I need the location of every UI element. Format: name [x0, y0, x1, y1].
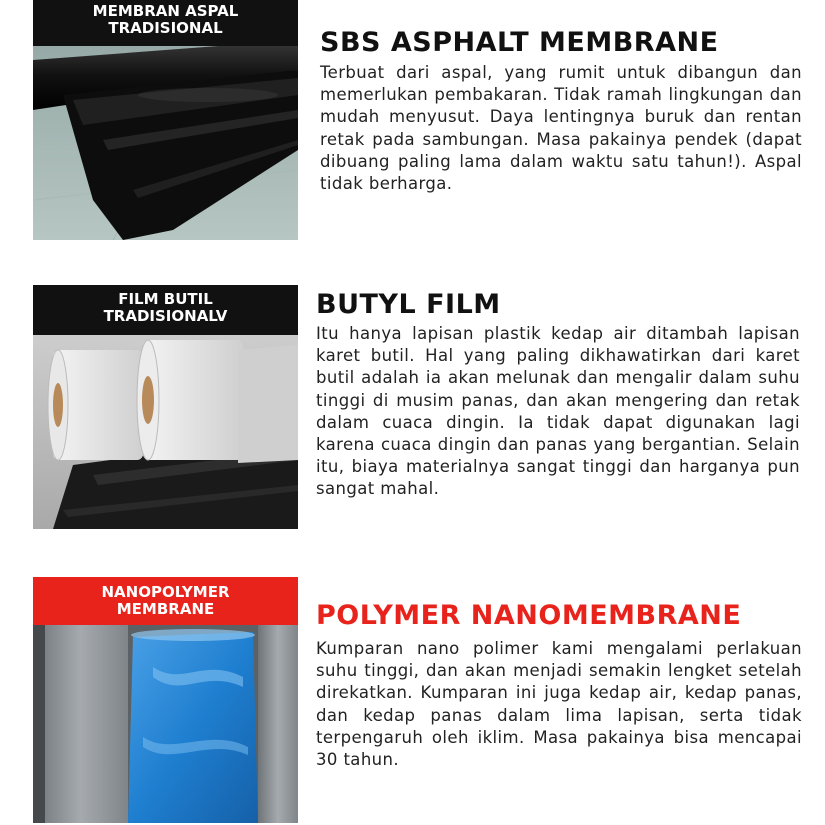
asphalt-membrane-photo: [33, 0, 298, 240]
section-title: BUTYL FILM: [316, 289, 501, 320]
section-label: [33, 577, 298, 625]
section-title: POLYMER NANOMEMBRANE: [316, 600, 742, 631]
section-label-line-1: MEMBRAN ASPAL: [92, 2, 239, 20]
section-label: [33, 285, 298, 335]
section-sbs-asphalt: [0, 0, 825, 245]
section-label-line-2: TRADISIONAL: [108, 19, 223, 37]
butyl-film-photo: [33, 285, 298, 529]
section-label-line-1: FILM BUTIL: [118, 290, 213, 308]
section-label-line-2: MEMBRANE: [116, 600, 215, 618]
section-description: Itu hanya lapisan plastik kedap air ditambah lapisan karet butil. Hal yang paling dikhawatirkan dari karet butil adalah ia akan melunak dan mengalir dalam suhu tinggi di musim panas, dan akan mengering dan retak dalam cuaca dingin. Ia tidak dapat digunakan lagi karena cuaca dingin dan panas yang bergantian. Selain itu, biaya materialnya sangat tinggi dan harganya pun sangat mahal.: [316, 324, 800, 499]
section-label-line-1: NANOPOLYMER: [101, 583, 230, 601]
section-title: SBS ASPHALT MEMBRANE: [320, 27, 719, 58]
section-description: Terbuat dari aspal, yang rumit untuk dibangun dan memerlukan pembakaran. Tidak ramah lingkungan dan mudah menyusut. Daya lentingnya buruk dan rentan retak pada sambungan. Masa pakainya pendek (dapat dibuang paling lama dalam waktu satu tahun!). Aspal tidak berharga.: [320, 63, 802, 194]
section-polymer-nanomembrane: [0, 575, 825, 825]
nanopolymer-membrane-photo: [33, 577, 298, 823]
section-label: [33, 0, 298, 46]
section-description: Kumparan nano polimer kami mengalami perlakuan suhu tinggi, dan akan menjadi semakin lengket setelah direkatkan. Kumparan ini juga kedap air, kedap panas, dan kedap panas dalam lima lapisan, serta tidak terpengaruh oleh iklim. Masa pakainya bisa mencapai 30 tahun.: [316, 639, 802, 770]
section-butyl-film: [0, 285, 825, 530]
section-label-line-2: TRADISIONALV: [103, 307, 228, 325]
